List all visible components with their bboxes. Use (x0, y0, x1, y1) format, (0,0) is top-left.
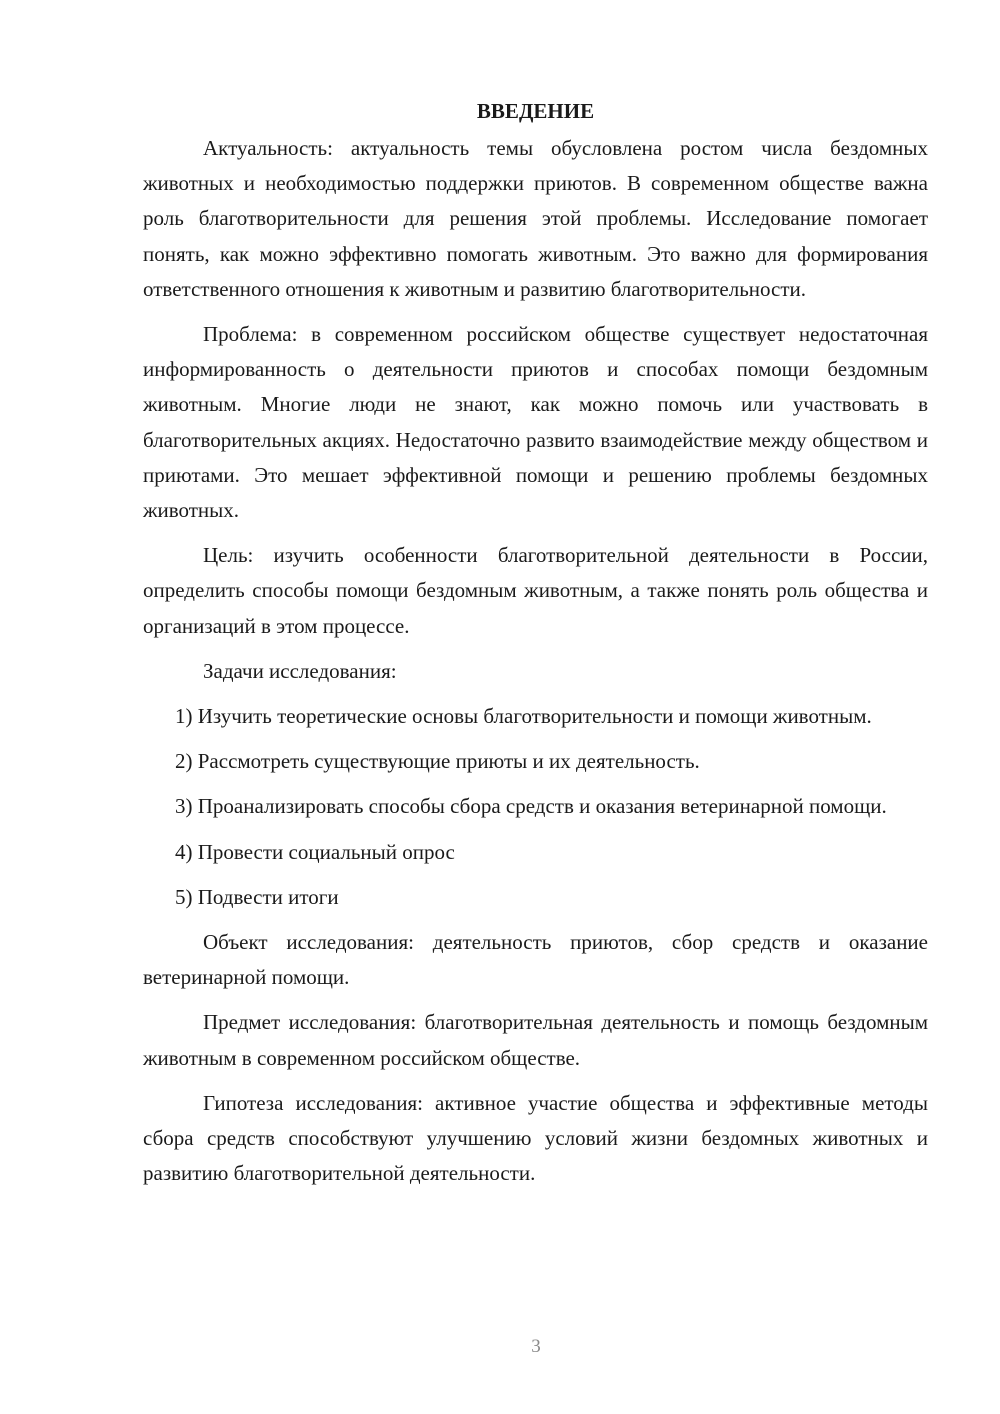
page-content (143, 94, 928, 1201)
relevance-paragraph: Актуальность: актуальность темы обусловлена ростом числа бездомных животных и необходимостью поддержки приютов. В современном обществе важна роль благотворительности для решения этой проблемы. Исследование помогает понять, как можно эффективно помогать животным. Это важно для формирования ответственного отношения к животным и развитию благотворительности. (143, 136, 928, 301)
tasks-heading: Задачи исследования: (203, 658, 397, 683)
object-paragraph: Объект исследования: деятельность приютов, сбор средств и оказание ветеринарной помощи. (143, 930, 928, 990)
task-item: 1) Изучить теоретические основы благотворительности и помощи животным. (175, 704, 872, 729)
problem-paragraph: Проблема: в современном российском обществе существует недостаточная информированность о деятельности приютов и способах помощи бездомным животным. Многие люди не знают, как можно помочь или участвовать в благотворительных акциях. Недостаточно развито взаимодействие между обществом и приютами. Это мешает эффективной помощи и решению проблемы бездомных животных. (143, 322, 928, 523)
task-item: 2) Рассмотреть существующие приюты и их деятельность. (175, 749, 700, 774)
page-number: 3 (531, 1336, 541, 1357)
goal-paragraph: Цель: изучить особенности благотворительной деятельности в России, определить способы помощи бездомным животным, а также понять роль общества и организаций в этом процессе. (143, 543, 928, 638)
subject-paragraph: Предмет исследования: благотворительная деятельность и помощь бездомным животным в современном российском обществе. (143, 1010, 928, 1070)
section-heading: ВВЕДЕНИЕ (476, 99, 595, 123)
task-item: 3) Проанализировать способы сбора средств и оказания ветеринарной помощи. (175, 794, 887, 819)
task-item: 4) Провести социальный опрос (175, 839, 455, 864)
task-item: 5) Подвести итоги (175, 884, 339, 909)
hypothesis-paragraph: Гипотеза исследования: активное участие общества и эффективные методы сбора средств способствуют улучшению условий жизни бездомных животных и развитию благотворительной деятельности. (143, 1090, 928, 1186)
